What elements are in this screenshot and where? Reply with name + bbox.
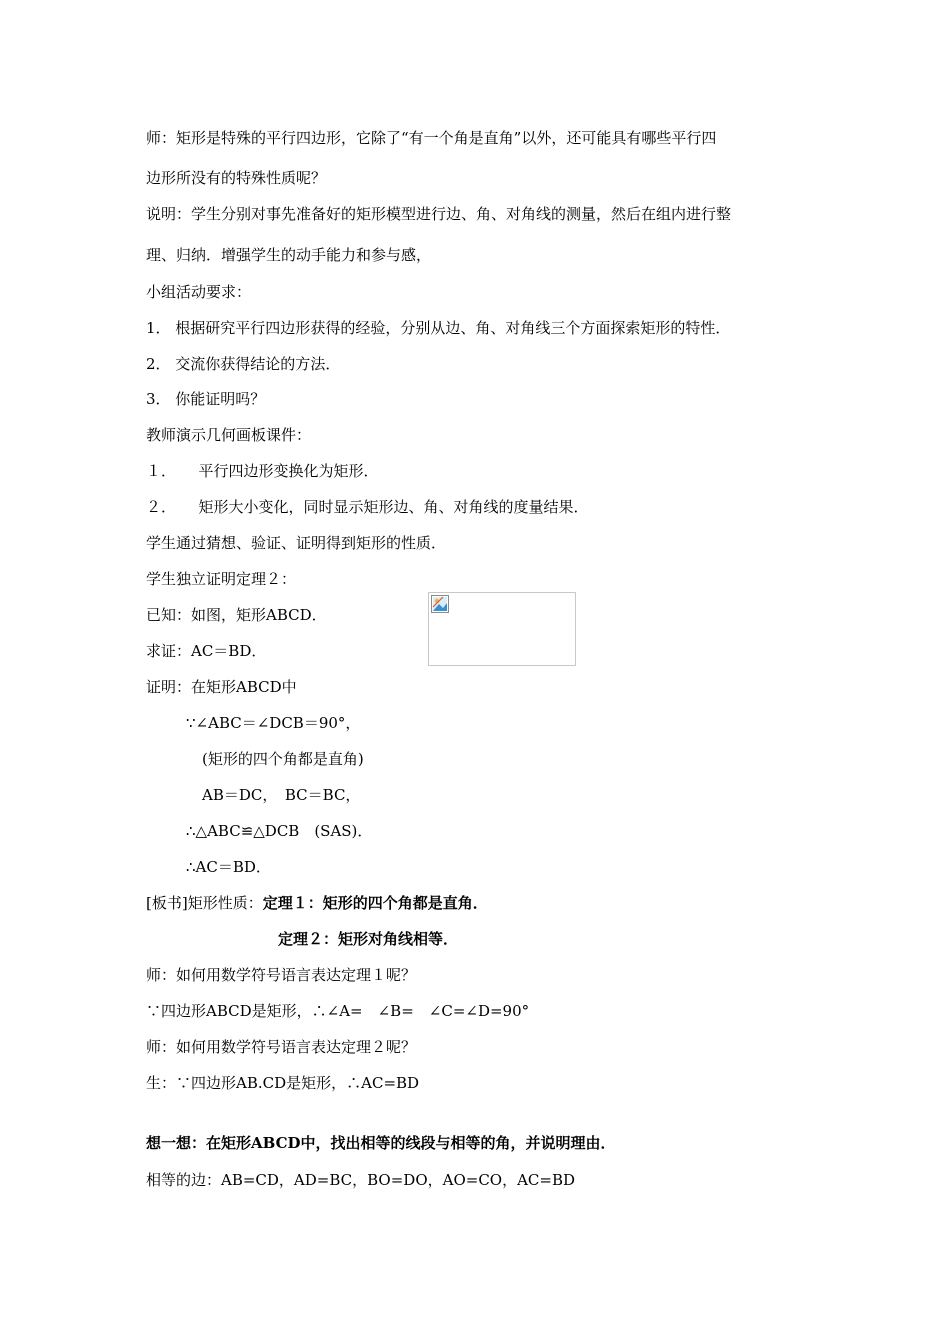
paragraph-line: 师：如何用数学符号语言表达定理１呢？	[146, 966, 417, 984]
given-line: 已知：如图，矩形ABCD．	[146, 606, 327, 624]
theorem-2: 定理２：矩形对角线相等．	[278, 930, 459, 948]
paragraph-line: 小组活动要求：	[146, 283, 252, 301]
list-item: 3． 你能证明吗？	[146, 390, 266, 408]
paragraph-line: ∵四边形ABCD是矩形，∴∠A= ∠B= ∠C=∠D=90°	[146, 1002, 530, 1020]
proof-line: ∴AC＝BD．	[186, 858, 271, 876]
paragraph-line: 理、归纳．增强学生的动手能力和参与感，	[146, 246, 432, 264]
paragraph-line: 说明：学生分别对事先准备好的矩形模型进行边、角、对角线的测量，然后在组内进行整	[146, 205, 732, 223]
theorem-1: 定理１：矩形的四个角都是直角．	[262, 894, 488, 912]
proof-line: 证明：在矩形ABCD中	[146, 678, 297, 696]
board-note	[146, 893, 488, 913]
paragraph-line: 生：∵四边形AB.CD是矩形，∴AC=BD	[146, 1074, 420, 1092]
prove-line: 求证：AC＝BD．	[146, 642, 267, 660]
paragraph-line: 边形所没有的特殊性质呢？	[146, 169, 327, 187]
list-item: 1． 根据研究平行四边形获得的经验，分别从边、角、对角线三个方面探索矩形的特性．	[146, 319, 731, 337]
board-prefix: [板书]矩形性质：	[146, 894, 263, 912]
broken-image-icon	[431, 595, 449, 613]
proof-line: ∴△ABC≌△DCB (SAS)．	[186, 822, 373, 840]
proof-line: (矩形的四个角都是直角)	[202, 750, 364, 768]
figure-placeholder	[428, 592, 576, 666]
paragraph-line: 师：矩形是特殊的平行四边形，它除了“有一个角是直角”以外，还可能具有哪些平行四	[146, 129, 717, 147]
proof-line: ∵∠ABC＝∠DCB＝90°，	[186, 714, 361, 732]
paragraph-line: 教师演示几何画板课件：	[146, 426, 312, 444]
think-heading: 想一想：在矩形ABCD中，找出相等的线段与相等的角，并说明理由．	[146, 1134, 616, 1152]
paragraph-line: 学生通过猜想、验证、证明得到矩形的性质．	[146, 534, 447, 552]
proof-line: AB＝DC， BC＝BC，	[202, 786, 361, 804]
list-item: １． 平行四边形变换化为矩形．	[146, 462, 379, 480]
paragraph-line: 相等的边：AB=CD，AD=BC，BO=DO，AO=CO，AC=BD	[146, 1171, 576, 1189]
list-item: ２． 矩形大小变化，同时显示矩形边、角、对角线的度量结果．	[146, 498, 589, 516]
paragraph-line: 学生独立证明定理２：	[146, 570, 297, 588]
paragraph-line: 师：如何用数学符号语言表达定理２呢？	[146, 1038, 417, 1056]
list-item: 2． 交流你获得结论的方法．	[146, 355, 341, 373]
